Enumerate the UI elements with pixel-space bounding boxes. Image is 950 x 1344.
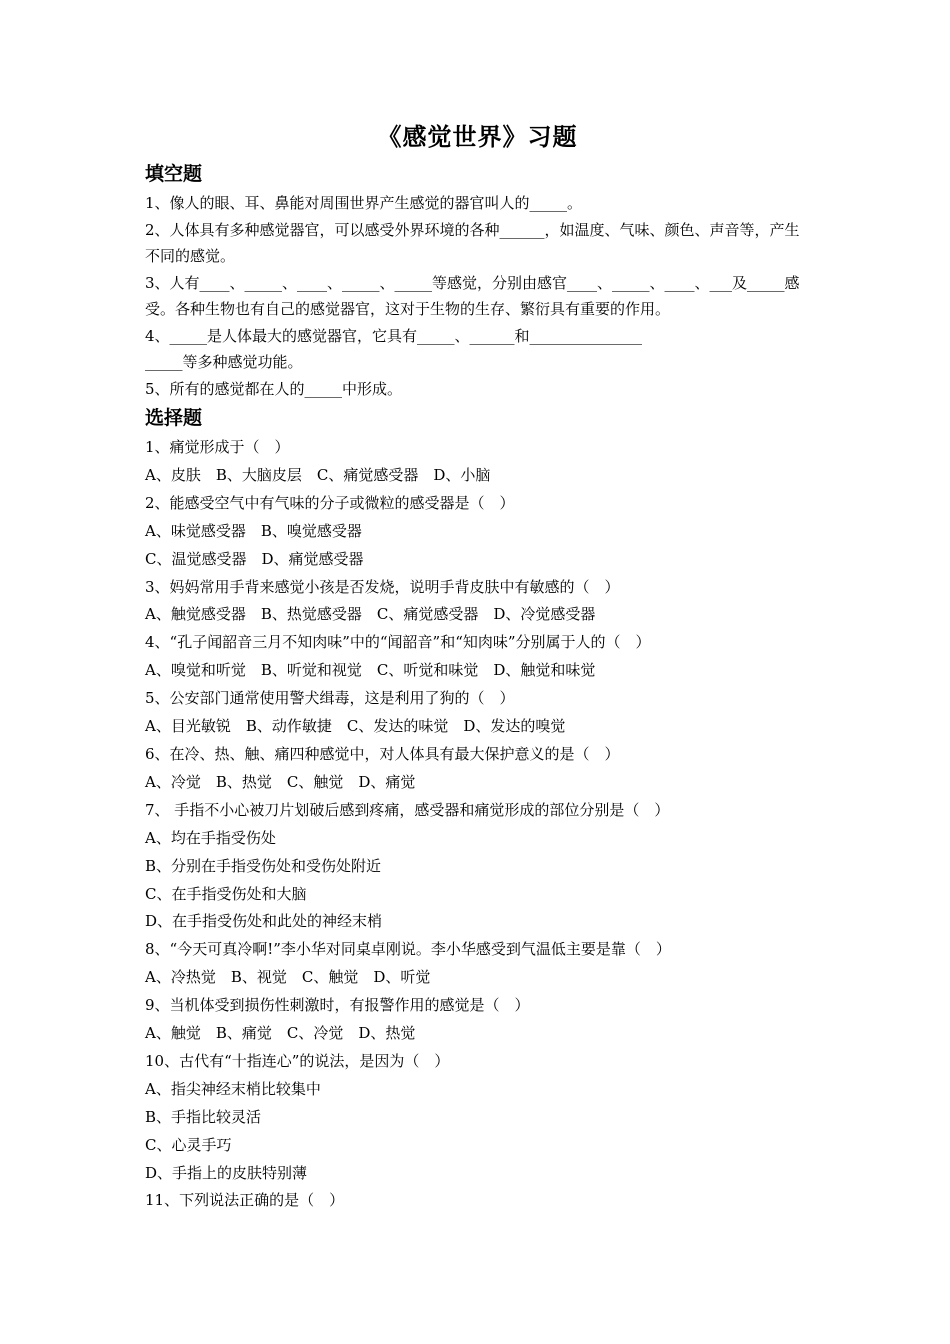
choice-option-7d: D、在手指受伤处和此处的神经末梢 (145, 912, 383, 931)
choice-question-7: 7、 手指不小心被刀片划破后感到疼痛，感受器和痛觉形成的部位分别是（ ） (145, 800, 670, 819)
document-page (145, 120, 810, 1215)
fill-question-5: 5、所有的感觉都在人的_____中形成。 (145, 379, 403, 398)
fill-question-1: 1、像人的眼、耳、鼻能对周围世界产生感觉的器官叫人的_____。 (145, 194, 583, 212)
choice-options-5: A、目光敏锐 B、动作敏捷 C、发达的味觉 D、发达的嗅觉 (145, 717, 566, 736)
choice-options-2b: C、温觉感受器 D、痛觉感受器 (145, 549, 364, 568)
fill-question-4: 4、_____是人体最大的感觉器官，它具有_____、______和_______________ _____等多种感觉功能。 (145, 326, 643, 371)
choice-options-4: A、嗅觉和听觉 B、听觉和视觉 C、听觉和味觉 D、触觉和味觉 (145, 661, 596, 680)
choice-option-7c: C、在手指受伤处和大脑 (145, 884, 307, 903)
choice-question-3: 3、妈妈常用手背来感觉小孩是否发烧，说明手背皮肤中有敏感的（ ） (145, 577, 620, 596)
fill-in-blank-section (145, 160, 810, 402)
fill-question-3: 3、人有____、_____、____、_____、_____等感觉，分别由感官____、_____、____、___及_____感受。各种生物也有自己的感觉器官，这对于生物的生存、繁衍具有重要的作用。 (145, 273, 800, 318)
choice-question-6: 6、在冷、热、触、痛四种感觉中，对人体具有最大保护意义的是（ ） (145, 744, 620, 763)
choice-question-8: 8、“今天可真冷啊!”李小华对同桌卓刚说。李小华感受到气温低主要是靠（ ） (145, 940, 671, 959)
choice-option-10c: C、心灵手巧 (145, 1135, 232, 1154)
multiple-choice-section (145, 404, 810, 1215)
choice-option-10b: B、手指比较灵活 (145, 1107, 262, 1126)
choice-option-7b: B、分别在手指受伤处和受伤处附近 (145, 856, 382, 875)
document-title: 《感觉世界》习题 (377, 122, 578, 151)
choice-options-9: A、触觉 B、痛觉 C、冷觉 D、热觉 (145, 1024, 416, 1043)
choice-option-10a: A、指尖神经末梢比较集中 (145, 1079, 321, 1098)
choice-question-11: 11、下列说法正确的是（ ） (145, 1191, 345, 1210)
choice-option-10d: D、手指上的皮肤特别薄 (145, 1163, 308, 1182)
choice-question-10: 10、古代有“十指连心”的说法，是因为（ ） (145, 1051, 450, 1070)
choice-options-2a: A、味觉感受器 B、嗅觉感受器 (145, 521, 362, 540)
choice-options-1: A、皮肤 B、大脑皮层 C、痛觉感受器 D、小脑 (145, 465, 491, 484)
choice-question-1: 1、痛觉形成于（ ） (145, 438, 290, 456)
choice-option-7a: A、均在手指受伤处 (145, 828, 276, 847)
choice-options-6: A、冷觉 B、热觉 C、触觉 D、痛觉 (145, 772, 416, 791)
choice-options-3: A、触觉感受器 B、热觉感受器 C、痛觉感受器 D、冷觉感受器 (145, 605, 596, 624)
fill-in-blank-heading: 填空题 (145, 163, 203, 185)
fill-question-2: 2、人体具有多种感觉器官，可以感受外界环境的各种______，如温度、气味、颜色、声音等，产生不同的感觉。 (145, 220, 800, 265)
choice-question-5: 5、公安部门通常使用警犬缉毒，这是利用了狗的（ ） (145, 689, 515, 708)
multiple-choice-heading: 选择题 (145, 407, 203, 429)
choice-question-9: 9、当机体受到损伤性刺激时，有报警作用的感觉是（ ） (145, 996, 530, 1015)
choice-question-2: 2、能感受空气中有气味的分子或微粒的感受器是（ ） (145, 493, 515, 512)
choice-question-4: 4、“孔子闻韶音三月不知肉味”中的“闻韶音”和“知肉味”分别属于人的（ ） (145, 633, 651, 652)
choice-options-8: A、冷热觉 B、视觉 C、触觉 D、听觉 (145, 968, 431, 987)
